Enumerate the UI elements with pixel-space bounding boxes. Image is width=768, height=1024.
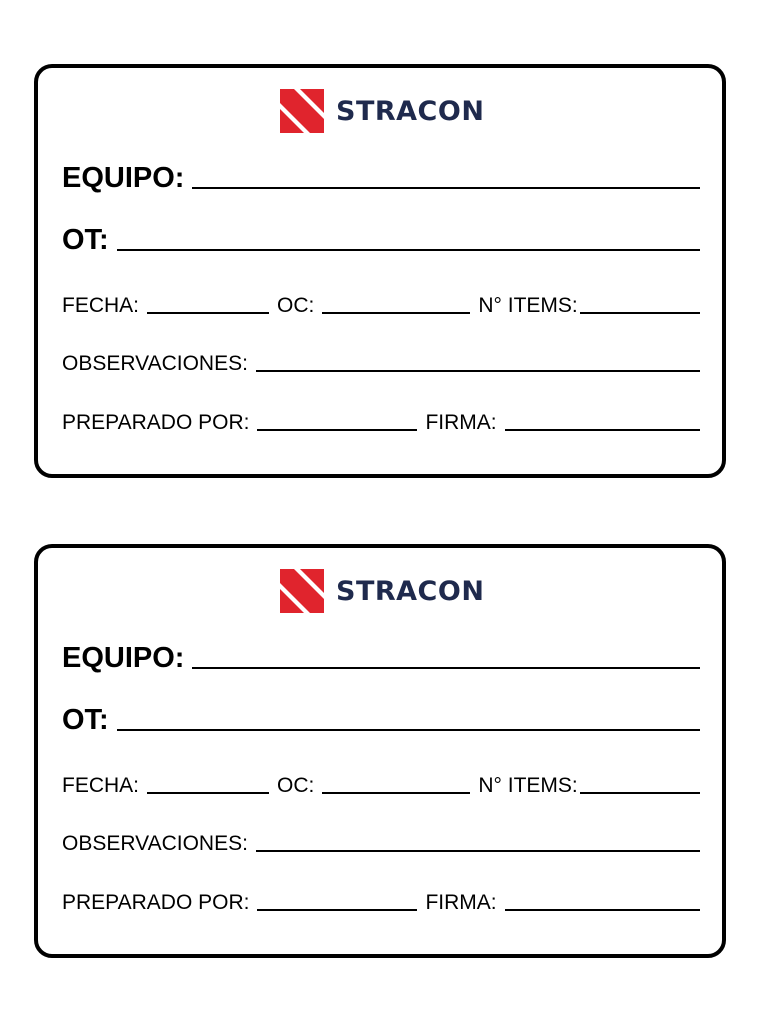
- fecha-label: FECHA:: [62, 774, 140, 797]
- ot-label: OT:: [62, 704, 109, 736]
- observaciones-label: OBSERVACIONES:: [62, 832, 248, 855]
- firma-label: FIRMA:: [425, 411, 497, 434]
- observaciones-field[interactable]: [256, 849, 700, 852]
- stracon-logo: [280, 88, 484, 134]
- fecha-field[interactable]: [147, 791, 269, 794]
- oc-field[interactable]: [322, 311, 470, 314]
- shipping-label-card: [34, 544, 726, 958]
- fecha-label: FECHA:: [62, 294, 140, 317]
- brand-name: STRACON: [336, 575, 485, 607]
- preparado-firma-row: [62, 891, 700, 915]
- shipping-label-card: [34, 64, 726, 478]
- preparado-firma-row: [62, 411, 700, 435]
- stracon-logo-mark-icon: [280, 569, 324, 613]
- firma-label: FIRMA:: [425, 891, 497, 914]
- observaciones-label: OBSERVACIONES:: [62, 352, 248, 375]
- oc-field[interactable]: [322, 791, 470, 794]
- equipo-field[interactable]: [192, 666, 700, 669]
- brand-name: STRACON: [336, 95, 485, 127]
- fecha-field[interactable]: [147, 311, 269, 314]
- stracon-logo-mark-icon: [280, 89, 324, 133]
- fecha-oc-items-row: [62, 774, 700, 798]
- firma-field[interactable]: [505, 428, 700, 431]
- equipo-field[interactable]: [192, 186, 700, 189]
- preparado-label: PREPARADO POR:: [62, 411, 250, 434]
- stracon-logo: [280, 568, 484, 614]
- preparado-field[interactable]: [257, 908, 417, 911]
- ot-field[interactable]: [117, 728, 700, 731]
- items-label: N° ITEMS:: [478, 774, 578, 797]
- equipo-label: EQUIPO:: [62, 642, 185, 674]
- equipo-row: [62, 642, 700, 675]
- observaciones-row: [62, 352, 700, 376]
- items-field[interactable]: [580, 791, 700, 794]
- preparado-field[interactable]: [257, 428, 417, 431]
- oc-label: OC:: [277, 294, 315, 317]
- ot-row: [62, 704, 700, 737]
- preparado-label: PREPARADO POR:: [62, 891, 250, 914]
- items-label: N° ITEMS:: [478, 294, 578, 317]
- oc-label: OC:: [277, 774, 315, 797]
- firma-field[interactable]: [505, 908, 700, 911]
- ot-row: [62, 224, 700, 257]
- fecha-oc-items-row: [62, 294, 700, 318]
- items-field[interactable]: [580, 311, 700, 314]
- observaciones-row: [62, 832, 700, 856]
- equipo-label: EQUIPO:: [62, 162, 185, 194]
- ot-label: OT:: [62, 224, 109, 256]
- ot-field[interactable]: [117, 248, 700, 251]
- equipo-row: [62, 162, 700, 195]
- observaciones-field[interactable]: [256, 369, 700, 372]
